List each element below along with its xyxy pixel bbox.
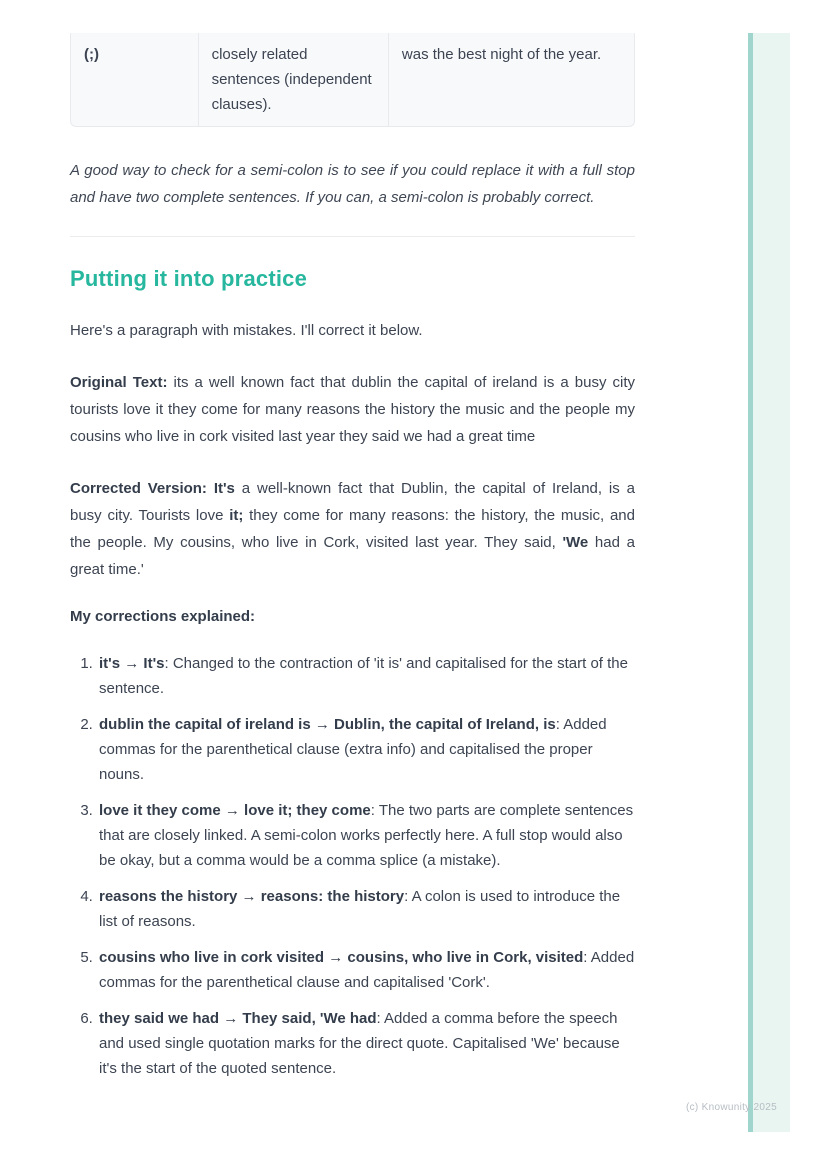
section-divider <box>70 236 635 237</box>
original-text-paragraph <box>70 369 635 450</box>
correction-explanation: : Added commas for the parenthetical clause (extra info) and capitalised the proper nouns. <box>99 716 607 783</box>
correction-explanation: : A colon is used to introduce the list of reasons. <box>99 888 621 930</box>
section-intro: Here's a paragraph with mistakes. I'll correct it below. <box>70 322 423 339</box>
copyright-watermark: (c) Knowunity 2025 <box>686 1102 778 1113</box>
corrections-list <box>97 651 635 1081</box>
correction-item <box>97 651 635 701</box>
correction-lead: dublin the capital of ireland is → Dublin, the capital of Ireland, is <box>99 716 556 733</box>
correction-explanation: : The two parts are complete sentences that are closely linked. A semi-colon works perfectly here. A full stop would also be okay, but a comma would be a comma splice (a mistake). <box>99 802 634 869</box>
correction-lead: reasons the history → reasons: the history <box>99 888 405 905</box>
corrected-bold-segment: it; <box>229 507 244 524</box>
correction-item <box>97 712 635 787</box>
corrected-bold-segment: 'We <box>562 534 589 551</box>
correction-explanation: : Added commas for the parenthetical clause and capitalised 'Cork'. <box>99 949 635 991</box>
section-heading: Putting it into practice <box>70 266 308 291</box>
correction-lead: it's → It's <box>99 655 165 672</box>
corrected-bold-segment: Corrected Version: It's <box>70 480 235 497</box>
corrected-text-segment: had a great time.' <box>70 534 635 578</box>
document-content <box>70 0 635 1092</box>
correction-lead: love it they come → love it; they come <box>99 802 371 819</box>
table-cell-example: was the best night of the year. <box>388 33 634 126</box>
page-edge-accent-bar <box>748 33 790 1132</box>
correction-item <box>97 1006 635 1081</box>
corrected-text-segment: they come for many reasons: the history, the music, and the people. My cousins, who live in Cork, visited last year. They said, <box>70 507 635 551</box>
table-cell-symbol: (;) <box>84 46 99 63</box>
corrections-explained-label: My corrections explained: <box>70 608 256 625</box>
correction-explanation: : Changed to the contraction of 'it is' and capitalised for the start of the sentence. <box>99 655 628 697</box>
correction-item <box>97 945 635 995</box>
correction-item <box>97 798 635 873</box>
semicolon-tip-paragraph: A good way to check for a semi-colon is to see if you could replace it with a full stop and have two complete sentences. If you can, a semi-colon is probably correct. <box>70 162 635 206</box>
correction-item <box>97 884 635 934</box>
correction-lead: cousins who live in cork visited → cousins, who live in Cork, visited <box>99 949 584 966</box>
original-text-label: Original Text: <box>70 374 168 391</box>
correction-lead: they said we had → They said, 'We had <box>99 1010 377 1027</box>
original-text-body: its a well known fact that dublin the capital of ireland is a busy city tourists love it they come for many reasons the history the music and the people my cousins who live in cork visited last year they said we had a great time <box>70 374 635 445</box>
punctuation-table-fragment <box>70 33 635 127</box>
corrected-text-segment: a well-known fact that Dublin, the capital of Ireland, is a busy city. Tourists love <box>70 480 635 524</box>
corrected-version-paragraph <box>70 475 635 583</box>
table-cell-usage: closely related sentences (independent clauses). <box>198 33 388 126</box>
correction-explanation: : Added a comma before the speech and used single quotation marks for the direct quote. Capitalised 'We' because it's the start of the quoted sentence. <box>99 1010 620 1077</box>
